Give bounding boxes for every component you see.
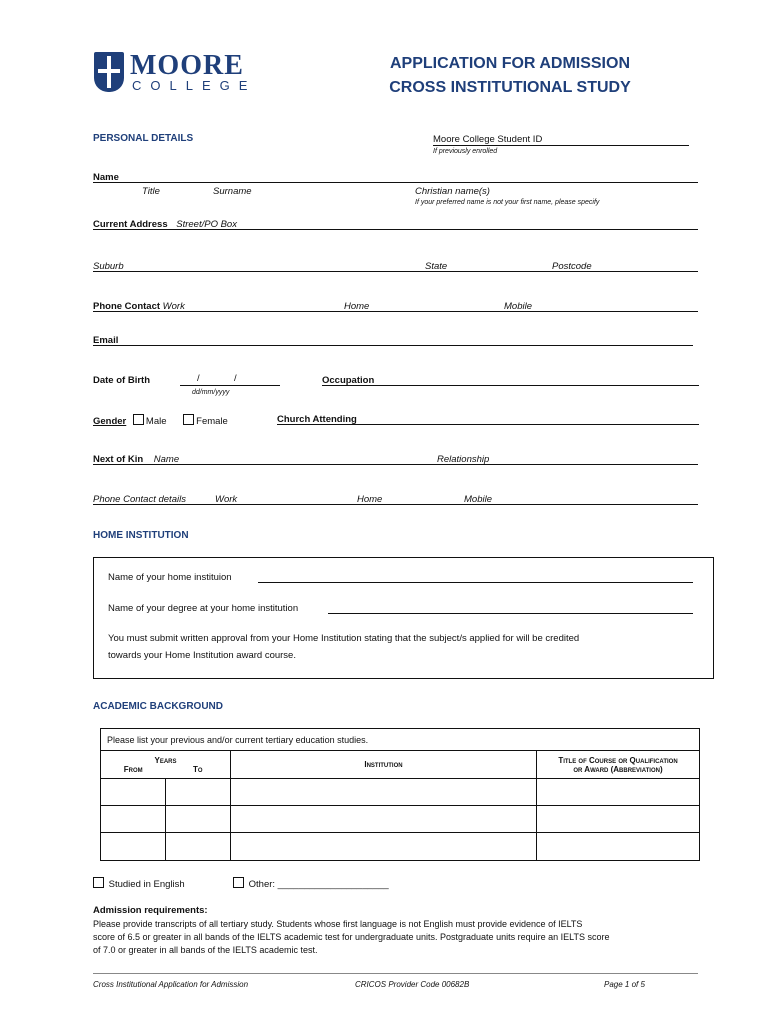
- institution-header: Institution: [231, 751, 537, 779]
- requirements-line1: Please provide transcripts of all tertiary study. Students whose first language is not English must provide evidence of IELTS: [93, 919, 583, 929]
- female-label: Female: [196, 416, 228, 427]
- title-header-line1: Title of Course or Qualification: [558, 755, 678, 765]
- title-cell[interactable]: [537, 779, 700, 806]
- mobile-label: Mobile: [504, 301, 532, 312]
- dob-separator-1: /: [197, 373, 200, 384]
- title-cell[interactable]: [537, 833, 700, 861]
- table-row: [101, 779, 700, 806]
- title-label: Title: [142, 186, 160, 197]
- studied-english-checkbox[interactable]: [93, 877, 104, 888]
- kin-work-label: Work: [215, 494, 238, 505]
- logo-wordmark: MOORE: [130, 50, 244, 81]
- from-cell[interactable]: [101, 806, 166, 833]
- personal-details-heading: PERSONAL DETAILS: [93, 133, 194, 144]
- kin-label: Next of Kin: [93, 454, 144, 465]
- dob-separator-2: /: [234, 373, 237, 384]
- church-field[interactable]: [277, 424, 699, 425]
- other-checkbox[interactable]: [233, 877, 244, 888]
- phone-field[interactable]: [93, 311, 698, 312]
- footer-left: Cross Institutional Application for Admission: [93, 980, 249, 989]
- institution-name-field[interactable]: [258, 582, 693, 583]
- female-checkbox[interactable]: [183, 414, 194, 425]
- footer-page-number: Page 1 of 5: [604, 980, 645, 989]
- phone-details-label: Phone Contact details: [93, 494, 186, 505]
- form-title-line2: CROSS INSTITUTIONAL STUDY: [389, 79, 631, 96]
- dob-format-hint: dd/mm/yyyy: [192, 389, 230, 396]
- years-label: Years: [154, 755, 177, 765]
- footer-center: CRICOS Provider Code 00682B: [355, 980, 470, 989]
- home-institution-heading: HOME INSTITUTION: [93, 530, 189, 541]
- table-row: [101, 806, 700, 833]
- kin-name-label: Name: [153, 454, 180, 465]
- church-label: Church Attending: [277, 414, 357, 425]
- suburb-field[interactable]: [93, 271, 698, 272]
- from-cell[interactable]: [101, 833, 166, 861]
- email-label: Email: [93, 335, 119, 346]
- relationship-label: Relationship: [437, 454, 490, 465]
- footer-divider: [93, 973, 698, 974]
- degree-name-field[interactable]: [328, 613, 693, 614]
- kin-mobile-label: Mobile: [464, 494, 492, 505]
- address-label: Current Address: [93, 219, 168, 230]
- postcode-label: Postcode: [552, 261, 592, 272]
- from-label: From: [123, 764, 143, 774]
- years-header: [101, 751, 231, 779]
- student-id-note: If previously enrolled: [433, 148, 498, 155]
- student-id-label: Moore College Student ID: [433, 134, 543, 145]
- kin-field[interactable]: [93, 464, 698, 465]
- male-label: Male: [145, 416, 167, 427]
- academic-background-heading: ACADEMIC BACKGROUND: [93, 701, 223, 712]
- requirements-line3: of 7.0 or greater in all bands of the IELTS academic test.: [93, 945, 318, 955]
- title-header: [537, 751, 700, 779]
- home-label: Home: [344, 301, 370, 312]
- phone-label: Phone Contact: [93, 301, 161, 312]
- male-checkbox[interactable]: [133, 414, 144, 425]
- institution-cell[interactable]: [231, 833, 537, 861]
- studied-english-label: Studied in English: [108, 879, 185, 890]
- requirements-line2: score of 6.5 or greater in all bands of the IELTS academic test for undergraduate units. Postgraduate units require an IELTS score: [93, 932, 610, 942]
- work-label: Work: [162, 301, 185, 312]
- table-row: [101, 833, 700, 861]
- suburb-label: Suburb: [93, 261, 124, 272]
- kin-phone-field[interactable]: [93, 504, 698, 505]
- to-cell[interactable]: [166, 779, 231, 806]
- other-label: Other: _____________________: [248, 879, 389, 890]
- address-sublabel: Street/PO Box: [176, 219, 237, 230]
- email-field[interactable]: [93, 345, 693, 346]
- dob-field[interactable]: [180, 385, 280, 386]
- institution-name-label: Name of your home instituion: [108, 572, 232, 583]
- occupation-label: Occupation: [322, 375, 375, 386]
- address-field[interactable]: [93, 229, 698, 230]
- christian-name-note: If your preferred name is not your first name, please specify: [415, 199, 600, 206]
- form-title-line1: APPLICATION FOR ADMISSION: [390, 55, 630, 72]
- title-cell[interactable]: [537, 806, 700, 833]
- institution-cell[interactable]: [231, 779, 537, 806]
- approval-notice-line1: You must submit written approval from your Home Institution stating that the subject/s applied for will be credited: [108, 633, 580, 644]
- to-cell[interactable]: [166, 833, 231, 861]
- academic-table: [100, 728, 700, 861]
- from-cell[interactable]: [101, 779, 166, 806]
- occupation-field[interactable]: [322, 385, 699, 386]
- institution-cell[interactable]: [231, 806, 537, 833]
- to-cell[interactable]: [166, 806, 231, 833]
- degree-name-label: Name of your degree at your home institution: [108, 603, 299, 614]
- christian-name-label: Christian name(s): [415, 186, 490, 197]
- kin-home-label: Home: [357, 494, 383, 505]
- college-crest-icon: [94, 52, 124, 92]
- logo-subtitle: COLLEGE: [132, 78, 257, 93]
- academic-intro: Please list your previous and/or current tertiary education studies.: [101, 729, 700, 751]
- name-label: Name: [93, 172, 119, 183]
- to-label: To: [192, 764, 203, 774]
- name-field[interactable]: [93, 182, 698, 183]
- requirements-heading: Admission requirements:: [93, 905, 208, 916]
- gender-label: Gender: [93, 416, 127, 427]
- dob-label: Date of Birth: [93, 375, 150, 386]
- state-label: State: [425, 261, 448, 272]
- student-id-field[interactable]: [433, 145, 689, 146]
- surname-label: Surname: [213, 186, 252, 197]
- title-header-line2: or Award (Abbreviation): [573, 764, 663, 774]
- approval-notice-line2: towards your Home Institution award course.: [108, 650, 296, 661]
